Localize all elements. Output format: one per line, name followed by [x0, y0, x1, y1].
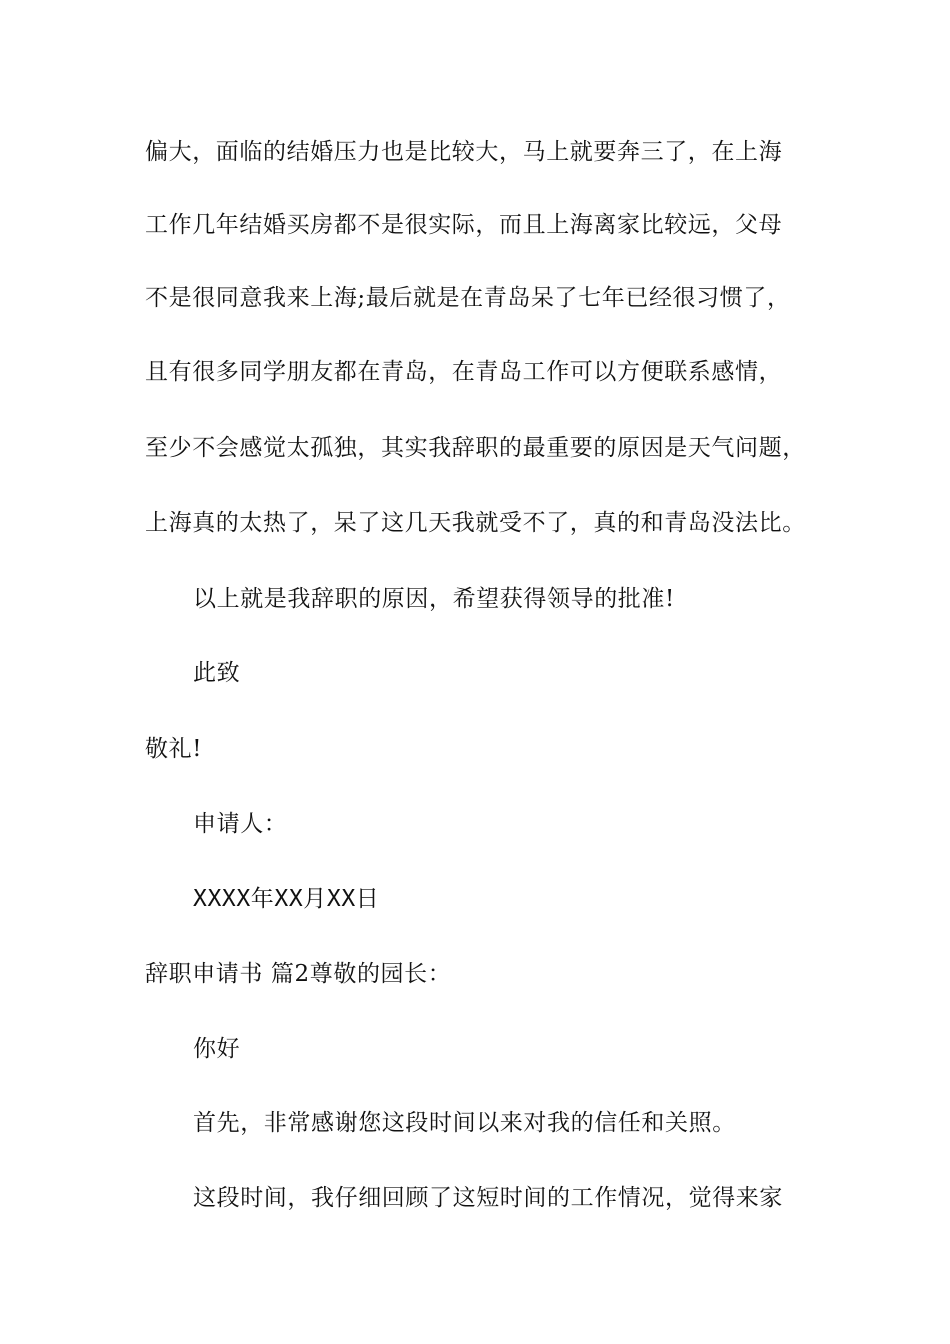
paragraph-line-4: 且有很多同学朋友都在青岛，在青岛工作可以方便联系感情，	[145, 359, 783, 385]
paragraph-line-6: 上海真的太热了，呆了这几天我就受不了，真的和青岛没法比。	[145, 510, 806, 536]
paragraph-line-1: 偏大，面临的结婚压力也是比较大，马上就要奔三了，在上海	[145, 139, 783, 165]
salutation-line: 此致	[193, 660, 241, 686]
paragraph-line-2: 工作几年结婚买房都不是很实际，而且上海离家比较远，父母	[145, 212, 783, 238]
paragraph-line-5: 至少不会感觉太孤独，其实我辞职的最重要的原因是天气问题，	[145, 435, 806, 461]
regards-line: 敬礼!	[145, 736, 203, 762]
greeting-line: 你好	[193, 1036, 241, 1062]
paragraph-line-3: 不是很同意我来上海;最后就是在青岛呆了七年已经很习惯了，	[145, 285, 791, 311]
review-line: 这段时间，我仔细回顾了这短时间的工作情况，觉得来家	[193, 1185, 783, 1211]
thanks-line: 首先，非常感谢您这段时间以来对我的信任和关照。	[193, 1110, 736, 1136]
applicant-line: 申请人：	[193, 811, 288, 837]
date-line: XXXX年XX月XX日	[193, 886, 380, 912]
closing-reason-line: 以上就是我辞职的原因，希望获得领导的批准!	[193, 586, 675, 612]
section-heading: 辞职申请书 篇2尊敬的园长：	[145, 961, 452, 987]
